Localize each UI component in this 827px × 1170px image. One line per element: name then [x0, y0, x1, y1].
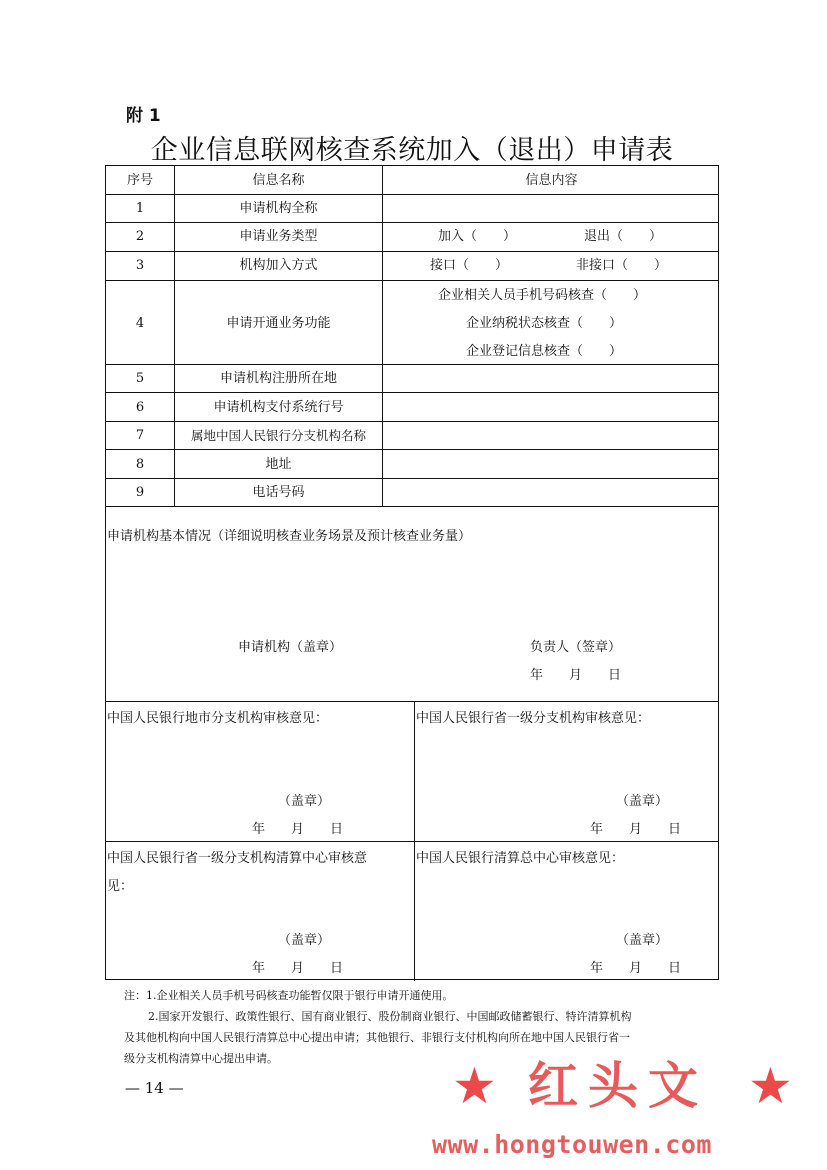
- page-number: — 14 —: [125, 1079, 184, 1097]
- row-divider: [106, 251, 718, 252]
- form-title: 企业信息联网核查系统加入（退出）申请表: [150, 135, 674, 166]
- row-divider: [106, 701, 718, 702]
- clearing-center-review-label: 中国人民银行清算总中心审核意见：: [416, 851, 625, 866]
- application-form-table: [105, 165, 719, 980]
- note-2-line-2: 及其他机构向中国人民银行清算总中心提出申请；其他银行、非银行支付机构向所在地中国人民银行省一: [124, 1031, 630, 1044]
- review-date: 年 月 日: [252, 961, 344, 976]
- row-name: 申请机构全称: [239, 201, 318, 216]
- province-clearing-review-label-cont: 见：: [107, 879, 134, 894]
- row-num: 7: [135, 428, 145, 443]
- review-date: 年 月 日: [590, 961, 682, 976]
- exit-option[interactable]: 退出（ ）: [584, 229, 663, 244]
- row-divider: [106, 421, 718, 422]
- phone-check-option[interactable]: 企业相关人员手机号码核查（ ）: [438, 288, 647, 303]
- watermark-star-icon: ★: [452, 1057, 497, 1115]
- seal-label: （盖章）: [616, 794, 669, 809]
- row-name: 属地中国人民银行分支机构名称: [190, 428, 366, 443]
- row-name: 申请业务类型: [239, 229, 318, 244]
- row-num: 3: [135, 258, 145, 273]
- row-divider: [106, 364, 718, 365]
- row-divider: [106, 222, 718, 223]
- header-seq: 序号: [126, 173, 153, 188]
- review-date: 年 月 日: [590, 822, 682, 837]
- applicant-seal-label: 申请机构（盖章）: [238, 640, 343, 655]
- row-num: 2: [135, 229, 145, 244]
- province-clearing-review-label: 中国人民银行省一级分支机构清算中心审核意: [107, 851, 368, 866]
- row-num: 1: [135, 201, 145, 216]
- row-divider: [106, 449, 718, 450]
- principal-sign-label: 负责人（签章）: [530, 640, 622, 655]
- watermark-star-icon: ★: [748, 1057, 793, 1115]
- attachment-label: 附 1: [126, 106, 161, 126]
- registration-check-option[interactable]: 企业登记信息核查（ ）: [466, 344, 623, 359]
- join-option[interactable]: 加入（ ）: [438, 229, 517, 244]
- row-name: 机构加入方式: [239, 258, 318, 273]
- tax-status-check-option[interactable]: 企业纳税状态核查（ ）: [466, 316, 623, 331]
- row-name: 电话号码: [252, 485, 305, 500]
- basic-info-date: 年 月 日: [530, 668, 622, 683]
- interface-option[interactable]: 接口（ ）: [430, 258, 509, 273]
- row-divider: [106, 280, 718, 281]
- non-interface-option[interactable]: 非接口（ ）: [576, 258, 668, 273]
- row-num: 8: [135, 457, 145, 472]
- watermark-url[interactable]: www.hongtouwen.com: [432, 1130, 712, 1159]
- review-date: 年 月 日: [252, 822, 344, 837]
- row-num: 4: [135, 316, 145, 331]
- row-num: 9: [135, 485, 145, 500]
- watermark-text: 红头文: [528, 1057, 708, 1115]
- province-branch-review-label: 中国人民银行省一级分支机构审核意见：: [416, 711, 651, 726]
- row-divider: [106, 392, 718, 393]
- row-name: 申请机构注册所在地: [219, 371, 337, 386]
- row-num: 6: [135, 400, 145, 415]
- info-content-field[interactable]: [383, 195, 720, 222]
- seal-label: （盖章）: [278, 794, 331, 809]
- row-divider: [106, 478, 718, 479]
- col-divider: [414, 701, 415, 981]
- row-name: 申请开通业务功能: [226, 316, 331, 331]
- row-num: 5: [135, 371, 145, 386]
- note-1: 注：1.企业相关人员手机号码核查功能暂仅限于银行申请开通使用。: [124, 989, 454, 1002]
- basic-info-label: 申请机构基本情况（详细说明核查业务场景及预计核查业务量）: [107, 529, 472, 544]
- col-divider: [174, 166, 175, 506]
- header-info-content: 信息内容: [525, 173, 578, 188]
- row-name: 地址: [265, 457, 292, 472]
- note-2-line-3: 级分支机构清算中心提出申请。: [124, 1052, 278, 1065]
- city-branch-review-label: 中国人民银行地市分支机构审核意见：: [107, 711, 329, 726]
- row-divider: [106, 841, 718, 842]
- note-2-line-1: 2.国家开发银行、政策性银行、国有商业银行、股份制商业银行、中国邮政储蓄银行、特许清算机构: [148, 1010, 632, 1023]
- seal-label: （盖章）: [616, 933, 669, 948]
- row-divider: [106, 506, 718, 507]
- row-name: 申请机构支付系统行号: [213, 400, 344, 415]
- seal-label: （盖章）: [278, 933, 331, 948]
- header-info-name: 信息名称: [252, 173, 305, 188]
